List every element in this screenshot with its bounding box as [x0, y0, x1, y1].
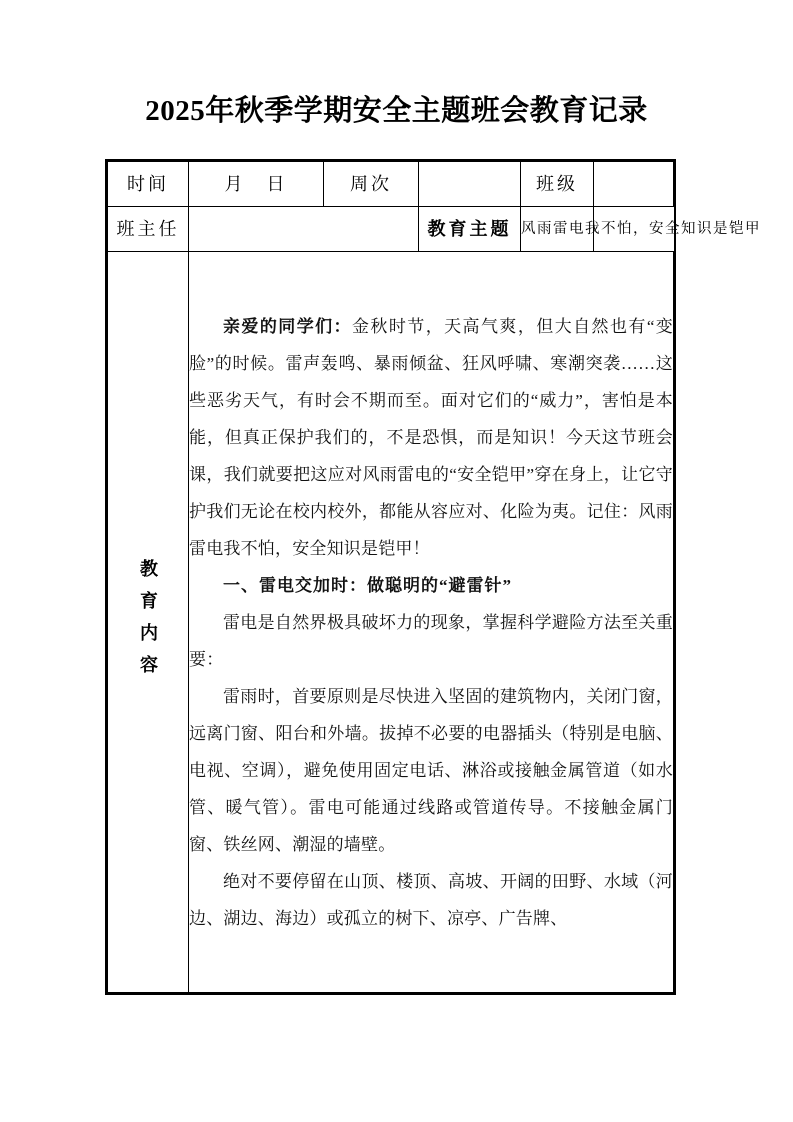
paragraph-3: 雷雨时，首要原则是尽快进入坚固的建筑物内，关闭门窗，远离门窗、阳台和外墙。拔掉不必要的电器插头（特别是电脑、电视、空调），避免使用固定电话、淋浴或接触金属管道（如水管、暖气管）。雷电可能通过线路或管道传导。不接触金属门窗、铁丝网、潮湿的墙壁。: [189, 686, 673, 854]
week-value[interactable]: [419, 162, 521, 207]
topic-label-visible: 教育主题: [419, 207, 521, 252]
content-label-cell: [108, 252, 189, 993]
class-label: 班级: [521, 162, 594, 207]
table-row-time: [108, 162, 674, 207]
head-teacher-value[interactable]: [189, 207, 419, 252]
content-label: 教育内容: [138, 558, 158, 687]
date-value[interactable]: 月 日: [189, 162, 324, 207]
paragraph-intro-text: 金秋时节，天高气爽，但大自然也有“变脸”的时候。雷声轰鸣、暴雨倾盆、狂风呼啸、寒潮突袭……这些恶劣天气，有时会不期而至。面对它们的“威力”，害怕是本能，但真正保护我们的，不是恐惧，而是知识！今天这节班会课，我们就要把这应对风雨雷电的“安全铠甲”穿在身上，让它守护我们无论在校内校外，都能从容应对、化险为夷。记住：风雨雷电我不怕，安全知识是铠甲！: [189, 316, 673, 558]
education-record-table: [107, 161, 761, 993]
paragraph-2: 雷电是自然界极具破坏力的现象，掌握科学避险方法至关重要：: [189, 612, 673, 669]
content-body: [189, 308, 673, 937]
paragraph-intro: [189, 308, 673, 567]
section-heading-1: 一、雷电交加时：做聪明的“避雷针”: [223, 575, 512, 595]
paragraph-4: 绝对不要停留在山顶、楼顶、高坡、开阔的田野、水域（河边、湖边、海边）或孤立的树下、凉亭、广告牌、: [189, 871, 673, 928]
class-value[interactable]: [594, 162, 674, 207]
page-title: 2025年秋季学期安全主题班会教育记录: [145, 95, 648, 127]
content-cell[interactable]: [189, 252, 674, 993]
table-row-teacher: [108, 207, 674, 252]
time-label: 时间: [108, 162, 189, 207]
week-label: 周次: [324, 162, 419, 207]
table-row-content: [108, 252, 674, 993]
head-teacher-label: 班主任: [108, 207, 189, 252]
paragraph-lead-in: 亲爱的同学们：: [223, 316, 352, 336]
topic-value[interactable]: 风雨雷电我不怕，安全知识是铠甲: [521, 207, 594, 252]
